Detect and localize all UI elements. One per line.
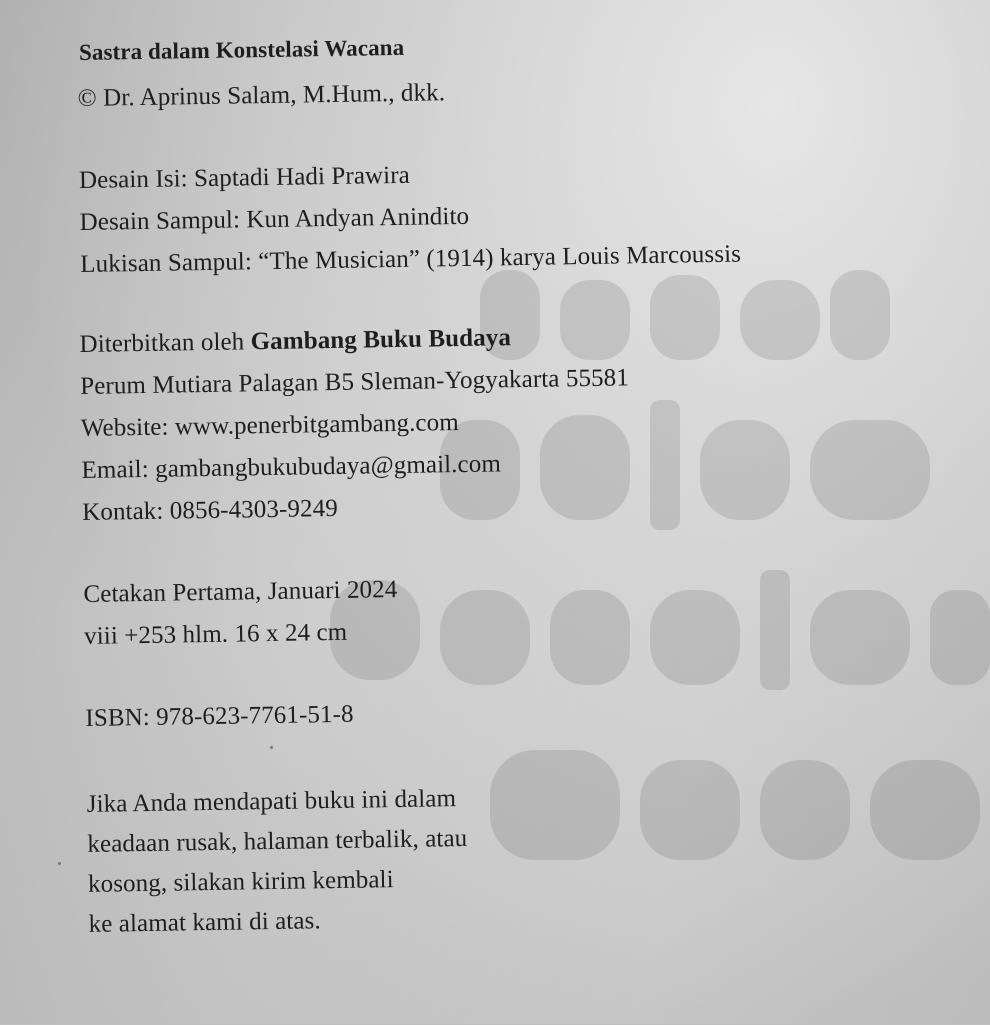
notice-line-3: kosong, silakan kirim kembali [87, 866, 394, 898]
publisher-address: Perum Mutiara Palagan B5 Sleman-Yogyakarta 55581 [80, 364, 630, 400]
isbn: ISBN: 978-623-7761-51-8 [85, 700, 354, 732]
book-title: Sastra dalam Konstelasi Wacana [78, 34, 405, 65]
page-count-size: viii +253 hlm. 16 x 24 cm [83, 618, 348, 650]
interior-design-credit: Desain Isi: Saptadi Hadi Prawira [78, 161, 411, 194]
copyright-line: © Dr. Aprinus Salam, M.Hum., dkk. [77, 79, 446, 112]
cover-painting-credit: Lukisan Sampul: “The Musician” (1914) karya Louis Marcoussis [80, 240, 742, 278]
publisher-line [79, 323, 511, 360]
printing-edition: Cetakan Pertama, Januari 2024 [83, 576, 398, 608]
publisher-website: Website: www.penerbitgambang.com [80, 409, 459, 442]
publisher-contact: Kontak: 0856-4303-9249 [81, 494, 339, 526]
notice-line-1: Jika Anda mendapati buku ini dalam [86, 785, 457, 818]
paper-speck [58, 862, 61, 865]
publisher-email: Email: gambangbukubudaya@gmail.com [81, 450, 502, 484]
publisher-name: Gambang Buku Budaya [250, 324, 512, 356]
published-by-label: Diterbitkan oleh [79, 328, 251, 358]
paper-speck [270, 746, 273, 749]
notice-line-4: ke alamat kami di atas. [88, 907, 321, 938]
notice-line-2: keadaan rusak, halaman terbalik, atau [87, 824, 468, 858]
cover-design-credit: Desain Sampul: Kun Andyan Anindito [79, 202, 470, 236]
